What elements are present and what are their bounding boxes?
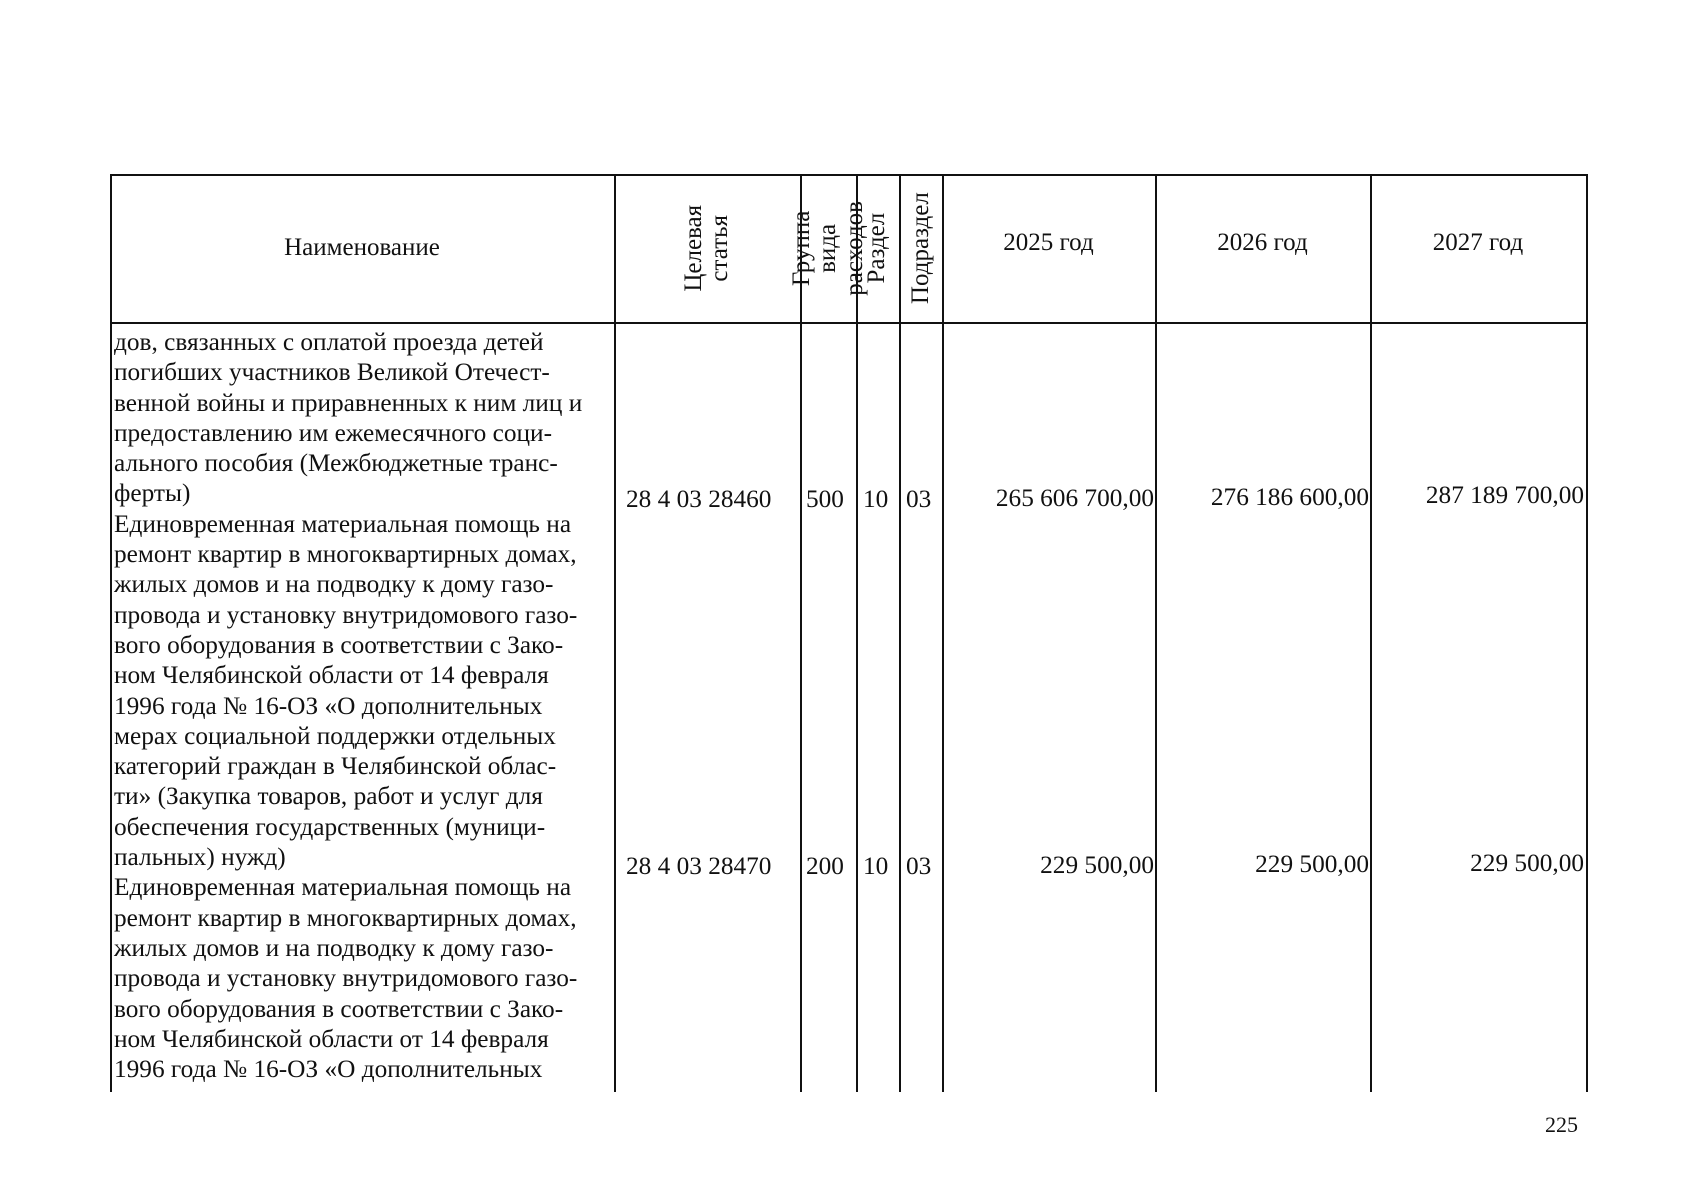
header-name-label: Наименование — [284, 234, 440, 261]
amount-2027-cell: 287 189 700,00 — [1425, 481, 1584, 509]
name-line: провода и установку внутридомового газо- — [114, 964, 578, 993]
header-year-2026-label: 2026 год — [1217, 229, 1308, 256]
header-year-2025 — [942, 174, 1155, 322]
name-line: ремонт квартир в многоквартирных домах, — [114, 903, 577, 932]
budget-table — [110, 174, 1588, 1092]
header-subsection — [899, 174, 942, 322]
name-line: категорий граждан в Челябинской облас- — [114, 752, 557, 781]
section-cell: 10 — [863, 852, 889, 880]
name-column-text — [114, 327, 611, 1084]
name-line: погибших участников Великой Отечест- — [114, 358, 550, 387]
amount-2026-cell: 276 186 600,00 — [1210, 483, 1369, 511]
header-year-2025-label: 2025 год — [1003, 229, 1094, 256]
target-article-cell: 28 4 03 28460 — [626, 485, 772, 513]
expense-group-cell: 500 — [806, 485, 844, 513]
table-border-right — [1586, 174, 1588, 1092]
name-line: ферты) — [114, 479, 191, 508]
name-line: 1996 года № 16-ОЗ «О дополнительных — [114, 691, 543, 720]
name-line: Единовременная материальная помощь на — [114, 873, 572, 902]
name-line: жилых домов и на подводку к дому газо- — [114, 570, 554, 599]
page-number: 225 — [1545, 1112, 1578, 1137]
amount-2025-cell: 229 500,00 — [1040, 851, 1154, 879]
name-line: Единовременная материальная помощь на — [114, 509, 572, 538]
name-line: мерах социальной поддержки отдельных — [114, 721, 556, 750]
subsection-cell: 03 — [906, 852, 932, 880]
header-year-2027 — [1370, 174, 1586, 322]
name-line: предоставлению им ежемесячного соци- — [114, 418, 553, 447]
name-line: жилых домов и на подводку к дому газо- — [114, 933, 554, 962]
amount-2027-cell: 229 500,00 — [1470, 849, 1584, 877]
name-line: ти» (Закупка товаров, работ и услуг для — [114, 782, 543, 811]
amount-2026-cell: 229 500,00 — [1255, 850, 1369, 878]
name-line: обеспечения государственных (муници- — [114, 812, 546, 841]
name-line: ном Челябинской области от 14 февраля — [114, 661, 549, 690]
header-expense-group-label: Группа вида расходов — [787, 200, 868, 296]
header-section-label: Раздел — [863, 212, 891, 284]
header-target-article — [614, 174, 800, 322]
header-divider — [110, 322, 1588, 324]
name-line: дов, связанных с оплатой проезда детей — [114, 328, 544, 356]
header-target-article-label: Целевая статья — [679, 204, 733, 292]
header-year-2026 — [1155, 174, 1370, 322]
name-line: вого оборудования в соответствии с Зако- — [114, 994, 564, 1023]
section-cell: 10 — [863, 485, 889, 513]
name-line: ремонт квартир в многоквартирных домах, — [114, 540, 577, 569]
name-line: пальных) нужд) — [114, 843, 286, 872]
name-line: ального пособия (Межбюджетные транс- — [114, 449, 558, 478]
name-line: 1996 года № 16-ОЗ «О дополнительных — [114, 1055, 543, 1084]
header-year-2027-label: 2027 год — [1432, 229, 1524, 256]
header-name — [110, 174, 614, 322]
name-paragraph — [114, 327, 611, 1084]
name-line: провода и установку внутридомового газо- — [114, 600, 578, 629]
name-line: вого оборудования в соответствии с Зако- — [114, 630, 564, 659]
target-article-cell: 28 4 03 28470 — [626, 852, 772, 880]
name-line: ном Челябинской области от 14 февраля — [114, 1024, 549, 1053]
subsection-cell: 03 — [906, 485, 932, 513]
expense-group-cell: 200 — [806, 852, 844, 880]
amount-2025-cell: 265 606 700,00 — [995, 484, 1154, 512]
name-line: венной войны и приравненных к ним лиц и — [114, 388, 583, 417]
header-subsection-label: Подраздел — [906, 192, 934, 304]
header-expense-group — [787, 174, 868, 322]
header-section — [856, 174, 899, 322]
